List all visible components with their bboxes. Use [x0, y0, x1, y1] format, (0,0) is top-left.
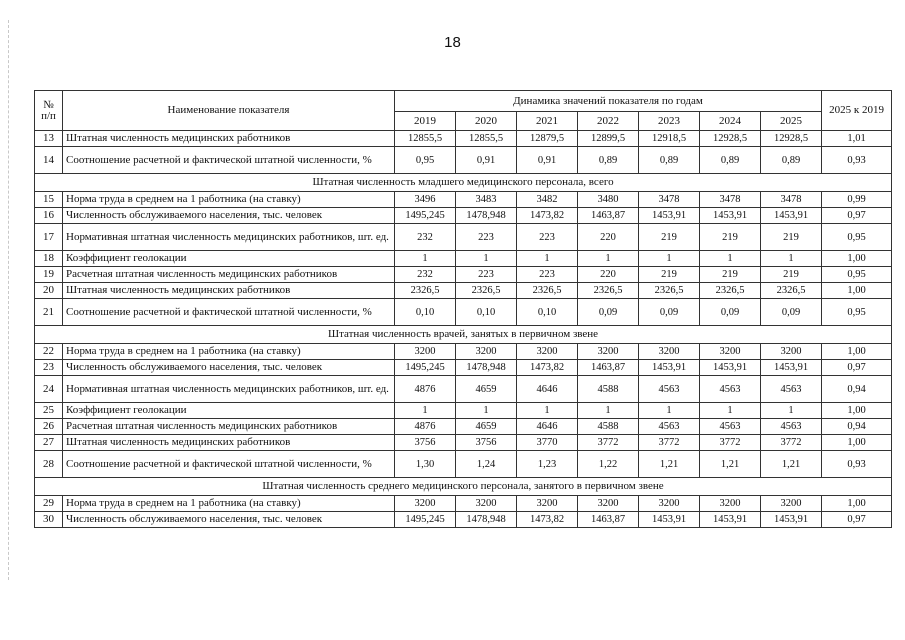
section-title: Штатная численность врачей, занятых в первичном звене — [35, 326, 892, 344]
indicator-name: Коэффициент геолокации — [63, 251, 395, 267]
ratio-value: 0,95 — [822, 267, 892, 283]
year-value: 1 — [700, 251, 761, 267]
column-header-number: № п/п — [35, 91, 63, 131]
row-number: 13 — [35, 131, 63, 147]
year-value: 1 — [395, 403, 456, 419]
year-value: 1,30 — [395, 451, 456, 478]
year-header: 2024 — [700, 112, 761, 131]
section-title: Штатная численность среднего медицинского персонала, занятого в первичном звене — [35, 478, 892, 496]
row-number: 30 — [35, 512, 63, 528]
year-value: 3478 — [761, 192, 822, 208]
year-value: 223 — [456, 224, 517, 251]
year-value: 4659 — [456, 376, 517, 403]
year-value: 3200 — [395, 344, 456, 360]
indicator-name: Штатная численность медицинских работников — [63, 131, 395, 147]
year-header: 2021 — [517, 112, 578, 131]
year-value: 0,89 — [700, 147, 761, 174]
section-row — [35, 478, 892, 496]
year-value: 3200 — [700, 344, 761, 360]
indicator-name: Расчетная штатная численность медицинских работников — [63, 267, 395, 283]
year-value: 1453,91 — [700, 360, 761, 376]
indicator-name: Соотношение расчетной и фактической штатной численности, % — [63, 299, 395, 326]
ratio-value: 1,00 — [822, 496, 892, 512]
year-value: 3200 — [639, 344, 700, 360]
row-number: 19 — [35, 267, 63, 283]
indicator-name: Коэффициент геолокации — [63, 403, 395, 419]
row-number: 17 — [35, 224, 63, 251]
year-value: 1463,87 — [578, 360, 639, 376]
year-header: 2022 — [578, 112, 639, 131]
row-number: 27 — [35, 435, 63, 451]
year-value: 3200 — [639, 496, 700, 512]
year-value: 3480 — [578, 192, 639, 208]
year-value: 3478 — [700, 192, 761, 208]
table-row — [35, 192, 892, 208]
table-row — [35, 512, 892, 528]
indicator-name: Норма труда в среднем на 1 работника (на ставку) — [63, 496, 395, 512]
ratio-value: 0,93 — [822, 147, 892, 174]
year-header: 2020 — [456, 112, 517, 131]
year-value: 3200 — [517, 496, 578, 512]
year-value: 12855,5 — [395, 131, 456, 147]
ratio-value: 1,00 — [822, 435, 892, 451]
year-value: 1463,87 — [578, 208, 639, 224]
year-value: 4563 — [639, 376, 700, 403]
year-value: 3200 — [517, 344, 578, 360]
indicator-name: Штатная численность медицинских работников — [63, 283, 395, 299]
year-value: 0,09 — [761, 299, 822, 326]
row-number: 20 — [35, 283, 63, 299]
row-number: 24 — [35, 376, 63, 403]
year-value: 219 — [761, 224, 822, 251]
table-row — [35, 451, 892, 478]
year-header: 2023 — [639, 112, 700, 131]
table-row — [35, 360, 892, 376]
year-value: 1495,245 — [395, 512, 456, 528]
year-value: 219 — [639, 224, 700, 251]
year-value: 1473,82 — [517, 208, 578, 224]
year-value: 3772 — [761, 435, 822, 451]
year-value: 2326,5 — [639, 283, 700, 299]
year-value: 1453,91 — [639, 512, 700, 528]
year-value: 223 — [517, 267, 578, 283]
indicator-name: Численность обслуживаемого населения, тыс. человек — [63, 208, 395, 224]
row-number: 25 — [35, 403, 63, 419]
row-number: 22 — [35, 344, 63, 360]
indicator-table — [34, 90, 892, 528]
indicator-name: Соотношение расчетной и фактической штатной численности, % — [63, 451, 395, 478]
year-value: 1,21 — [700, 451, 761, 478]
ratio-value: 0,95 — [822, 299, 892, 326]
section-row — [35, 326, 892, 344]
year-value: 1 — [761, 403, 822, 419]
ratio-value: 0,97 — [822, 208, 892, 224]
year-value: 2326,5 — [578, 283, 639, 299]
table-header — [35, 91, 892, 131]
year-value: 223 — [456, 267, 517, 283]
year-value: 1473,82 — [517, 360, 578, 376]
year-value: 3483 — [456, 192, 517, 208]
row-number: 29 — [35, 496, 63, 512]
year-value: 4876 — [395, 376, 456, 403]
year-value: 4563 — [761, 376, 822, 403]
year-value: 4646 — [517, 376, 578, 403]
year-value: 0,89 — [578, 147, 639, 174]
table-body — [35, 131, 892, 528]
year-header: 2025 — [761, 112, 822, 131]
year-value: 2326,5 — [761, 283, 822, 299]
year-value: 1 — [639, 403, 700, 419]
year-value: 1478,948 — [456, 208, 517, 224]
row-number: 21 — [35, 299, 63, 326]
row-number: 14 — [35, 147, 63, 174]
year-value: 232 — [395, 267, 456, 283]
year-value: 1 — [517, 403, 578, 419]
year-value: 1 — [700, 403, 761, 419]
year-value: 0,09 — [639, 299, 700, 326]
row-number: 23 — [35, 360, 63, 376]
year-value: 1495,245 — [395, 208, 456, 224]
row-number: 16 — [35, 208, 63, 224]
table-row — [35, 283, 892, 299]
year-value: 1453,91 — [761, 208, 822, 224]
year-value: 0,91 — [456, 147, 517, 174]
year-value: 1,24 — [456, 451, 517, 478]
year-value: 1 — [578, 251, 639, 267]
year-value: 0,91 — [517, 147, 578, 174]
year-value: 0,09 — [578, 299, 639, 326]
year-value: 3200 — [761, 344, 822, 360]
ratio-value: 1,00 — [822, 344, 892, 360]
year-header: 2019 — [395, 112, 456, 131]
year-value: 1453,91 — [761, 512, 822, 528]
ratio-value: 1,01 — [822, 131, 892, 147]
ratio-value: 0,97 — [822, 512, 892, 528]
year-value: 2326,5 — [395, 283, 456, 299]
year-value: 1,22 — [578, 451, 639, 478]
year-value: 1 — [578, 403, 639, 419]
year-value: 1453,91 — [700, 208, 761, 224]
year-value: 1478,948 — [456, 512, 517, 528]
year-value: 12879,5 — [517, 131, 578, 147]
year-value: 12918,5 — [639, 131, 700, 147]
indicator-name: Норма труда в среднем на 1 работника (на ставку) — [63, 192, 395, 208]
year-value: 12899,5 — [578, 131, 639, 147]
year-value: 4563 — [700, 419, 761, 435]
indicator-name: Численность обслуживаемого населения, тыс. человек — [63, 360, 395, 376]
year-value: 1,21 — [639, 451, 700, 478]
column-header-ratio: 2025 к 2019 — [822, 91, 892, 131]
year-value: 1473,82 — [517, 512, 578, 528]
indicator-name: Штатная численность медицинских работников — [63, 435, 395, 451]
year-value: 1 — [761, 251, 822, 267]
table-row — [35, 251, 892, 267]
year-value: 219 — [761, 267, 822, 283]
year-value: 3772 — [578, 435, 639, 451]
year-value: 220 — [578, 267, 639, 283]
year-value: 12928,5 — [761, 131, 822, 147]
year-value: 219 — [700, 224, 761, 251]
year-value: 12928,5 — [700, 131, 761, 147]
table-row — [35, 147, 892, 174]
year-value: 3478 — [639, 192, 700, 208]
year-value: 3200 — [700, 496, 761, 512]
year-value: 1,23 — [517, 451, 578, 478]
year-value: 3496 — [395, 192, 456, 208]
year-value: 4563 — [639, 419, 700, 435]
year-value: 219 — [700, 267, 761, 283]
year-value: 1453,91 — [639, 360, 700, 376]
year-value: 3200 — [456, 344, 517, 360]
ratio-value: 1,00 — [822, 283, 892, 299]
year-value: 3772 — [639, 435, 700, 451]
column-header-name: Наименование показателя — [63, 91, 395, 131]
indicator-name: Норма труда в среднем на 1 работника (на ставку) — [63, 344, 395, 360]
year-value: 4659 — [456, 419, 517, 435]
year-value: 1478,948 — [456, 360, 517, 376]
year-value: 0,89 — [761, 147, 822, 174]
year-value: 3756 — [395, 435, 456, 451]
year-value: 4563 — [761, 419, 822, 435]
indicator-name: Численность обслуживаемого населения, тыс. человек — [63, 512, 395, 528]
table-row — [35, 224, 892, 251]
year-value: 0,10 — [517, 299, 578, 326]
ratio-value: 1,00 — [822, 403, 892, 419]
year-value: 1 — [639, 251, 700, 267]
year-value: 2326,5 — [700, 283, 761, 299]
page-number: 18 — [444, 34, 461, 51]
row-number: 26 — [35, 419, 63, 435]
section-row — [35, 174, 892, 192]
year-value: 3200 — [578, 344, 639, 360]
margin-rule — [8, 20, 10, 580]
ratio-value: 0,99 — [822, 192, 892, 208]
ratio-value: 0,95 — [822, 224, 892, 251]
year-value: 12855,5 — [456, 131, 517, 147]
year-value: 1495,245 — [395, 360, 456, 376]
year-value: 1453,91 — [700, 512, 761, 528]
column-header-dynamics: Динамика значений показателя по годам — [395, 91, 822, 112]
ratio-value: 1,00 — [822, 251, 892, 267]
year-value: 232 — [395, 224, 456, 251]
year-value: 3200 — [578, 496, 639, 512]
year-value: 1463,87 — [578, 512, 639, 528]
table-row — [35, 299, 892, 326]
year-value: 1 — [456, 403, 517, 419]
year-value: 3200 — [456, 496, 517, 512]
ratio-value: 0,97 — [822, 360, 892, 376]
year-value: 1453,91 — [761, 360, 822, 376]
indicator-name: Соотношение расчетной и фактической штатной численности, % — [63, 147, 395, 174]
year-value: 4588 — [578, 419, 639, 435]
year-value: 4588 — [578, 376, 639, 403]
indicator-name: Нормативная штатная численность медицинских работников, шт. ед. — [63, 224, 395, 251]
year-value: 2326,5 — [517, 283, 578, 299]
section-title: Штатная численность младшего медицинского персонала, всего — [35, 174, 892, 192]
row-number: 28 — [35, 451, 63, 478]
year-value: 223 — [517, 224, 578, 251]
year-value: 1,21 — [761, 451, 822, 478]
year-value: 3200 — [761, 496, 822, 512]
row-number: 15 — [35, 192, 63, 208]
year-value: 0,09 — [700, 299, 761, 326]
table-row — [35, 208, 892, 224]
year-value: 1 — [517, 251, 578, 267]
year-value: 0,10 — [456, 299, 517, 326]
row-number: 18 — [35, 251, 63, 267]
year-value: 219 — [639, 267, 700, 283]
table-row — [35, 344, 892, 360]
table-row — [35, 419, 892, 435]
year-value: 3756 — [456, 435, 517, 451]
year-value: 3482 — [517, 192, 578, 208]
ratio-value: 0,94 — [822, 376, 892, 403]
year-value: 4563 — [700, 376, 761, 403]
table-row — [35, 403, 892, 419]
ratio-value: 0,93 — [822, 451, 892, 478]
year-value: 1 — [456, 251, 517, 267]
table-row — [35, 496, 892, 512]
table-row — [35, 435, 892, 451]
indicator-name: Расчетная штатная численность медицинских работников — [63, 419, 395, 435]
year-value: 1453,91 — [639, 208, 700, 224]
year-value: 220 — [578, 224, 639, 251]
year-value: 0,10 — [395, 299, 456, 326]
year-value: 2326,5 — [456, 283, 517, 299]
ratio-value: 0,94 — [822, 419, 892, 435]
year-value: 3200 — [395, 496, 456, 512]
year-value: 4876 — [395, 419, 456, 435]
year-value: 0,89 — [639, 147, 700, 174]
table-row — [35, 376, 892, 403]
year-value: 3770 — [517, 435, 578, 451]
year-value: 3772 — [700, 435, 761, 451]
table-row — [35, 131, 892, 147]
indicator-name: Нормативная штатная численность медицинских работников, шт. ед. — [63, 376, 395, 403]
year-value: 0,95 — [395, 147, 456, 174]
year-value: 1 — [395, 251, 456, 267]
table-row — [35, 267, 892, 283]
year-value: 4646 — [517, 419, 578, 435]
